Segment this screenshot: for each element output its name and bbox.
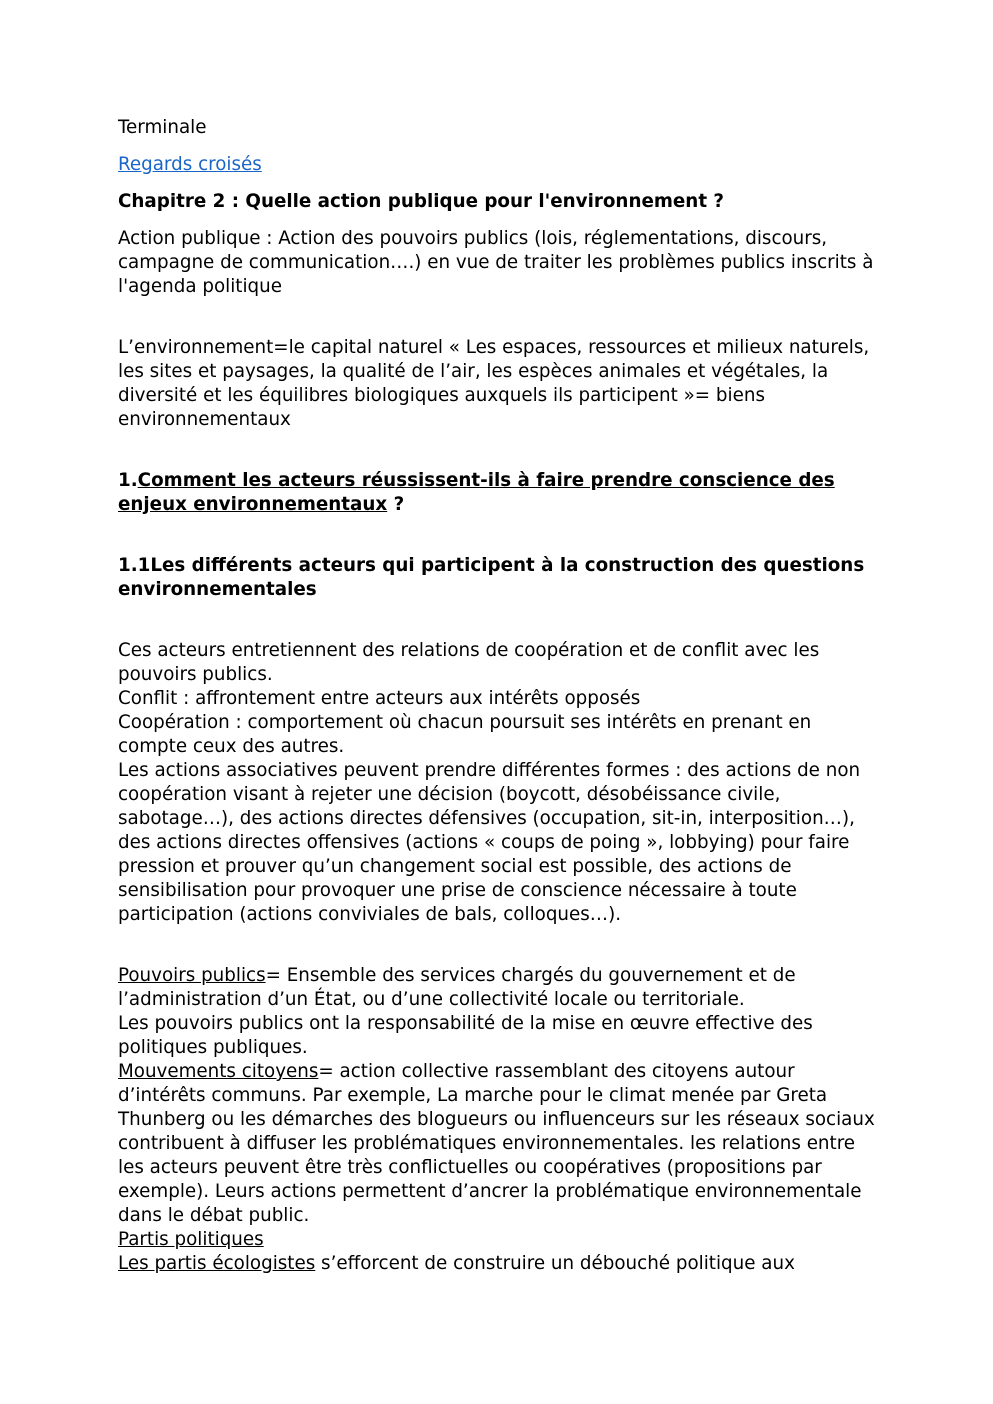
pouvoirs-publics-note: Les pouvoirs publics ont la responsabilité de la mise en œuvre effective des politiques publiques.: [118, 1013, 813, 1058]
mouvements-citoyens-text: = action collective rassemblant des citoyens autour d’intérêts communs. Par exemple, La marche pour le climat menée par Greta Thunberg ou les démarches des blogueurs ou influenceurs sur les réseaux sociaux contribuent à diffuser les problématiques environnementales. les relations entre les acteurs peuvent être très conflictuelles ou coopératives (propositions par exemple). Leurs actions permettent d’ancrer la problématique environnementale dans le débat public.: [118, 1061, 875, 1226]
actors-paragraph: [118, 639, 878, 927]
actors-line: Ces acteurs entretiennent des relations de coopération et de conflit avec les pouvoirs publics.: [118, 640, 820, 685]
partis-politiques-term: Partis politiques: [118, 1229, 264, 1250]
pouvoirs-publics-definition: [118, 964, 878, 1012]
level-label: Terminale: [118, 117, 207, 138]
section-1-1-heading: 1.1Les différents acteurs qui participent à la construction des questions environnementales: [118, 555, 865, 600]
conflit-definition: Conflit : affrontement entre acteurs aux intérêts opposés: [118, 688, 641, 709]
partis-ecologistes-definition: [118, 1252, 878, 1276]
pouvoirs-publics-text: = Ensemble des services chargés du gouvernement et de l’administration d’un État, ou d’une collectivité locale ou territoriale.: [118, 965, 796, 1010]
section-1-heading: [118, 469, 878, 517]
partis-ecologistes-text: s’efforcent de construire un débouché politique aux: [315, 1253, 795, 1274]
mouvements-citoyens-term: Mouvements citoyens: [118, 1061, 319, 1082]
actors-definitions: [118, 964, 878, 1276]
chapter-title: Chapitre 2 : Quelle action publique pour l'environnement ?: [118, 191, 725, 212]
definition-action-publique: Action publique : Action des pouvoirs publics (lois, réglementations, discours, campagne de communication….) en vue de traiter les problèmes publics inscrits à l'agenda politique: [118, 228, 874, 297]
mouvements-citoyens-definition: [118, 1060, 878, 1228]
section-1-number: 1.: [118, 470, 138, 491]
cooperation-definition: Coopération : comportement où chacun poursuit ses intérêts en prenant en compte ceux des autres.: [118, 712, 812, 757]
partis-ecologistes-term: Les partis écologistes: [118, 1253, 316, 1274]
section-1-title: Comment les acteurs réussissent-ils à faire prendre conscience des enjeux environnementaux: [118, 470, 835, 515]
actions-associatives: Les actions associatives peuvent prendre différentes formes : des actions de non coopération visant à rejeter une décision (boycott, désobéissance civile, sabotage…), des actions directes défensives (occupation, sit-in, interposition…), des actions directes offensives (actions « coups de poing », lobbying) pour faire pression et prouver qu’un changement social est possible, des actions de sensibilisation pour provoquer une prise de conscience nécessaire à toute participation (actions conviviales de bals, colloques…).: [118, 760, 861, 925]
regards-croises-link[interactable]: Regards croisés: [118, 154, 262, 175]
link-paragraph: [118, 153, 878, 177]
document-page: [118, 116, 878, 1276]
definition-environnement: L’environnement=le capital naturel « Les espaces, ressources et milieux naturels, les sites et paysages, la qualité de l’air, les espèces animales et végétales, la diversité et les équilibres biologiques auxquels ils participent »= biens environnementaux: [118, 337, 870, 430]
section-1-suffix: ?: [387, 494, 405, 515]
pouvoirs-publics-term: Pouvoirs publics: [118, 965, 266, 986]
